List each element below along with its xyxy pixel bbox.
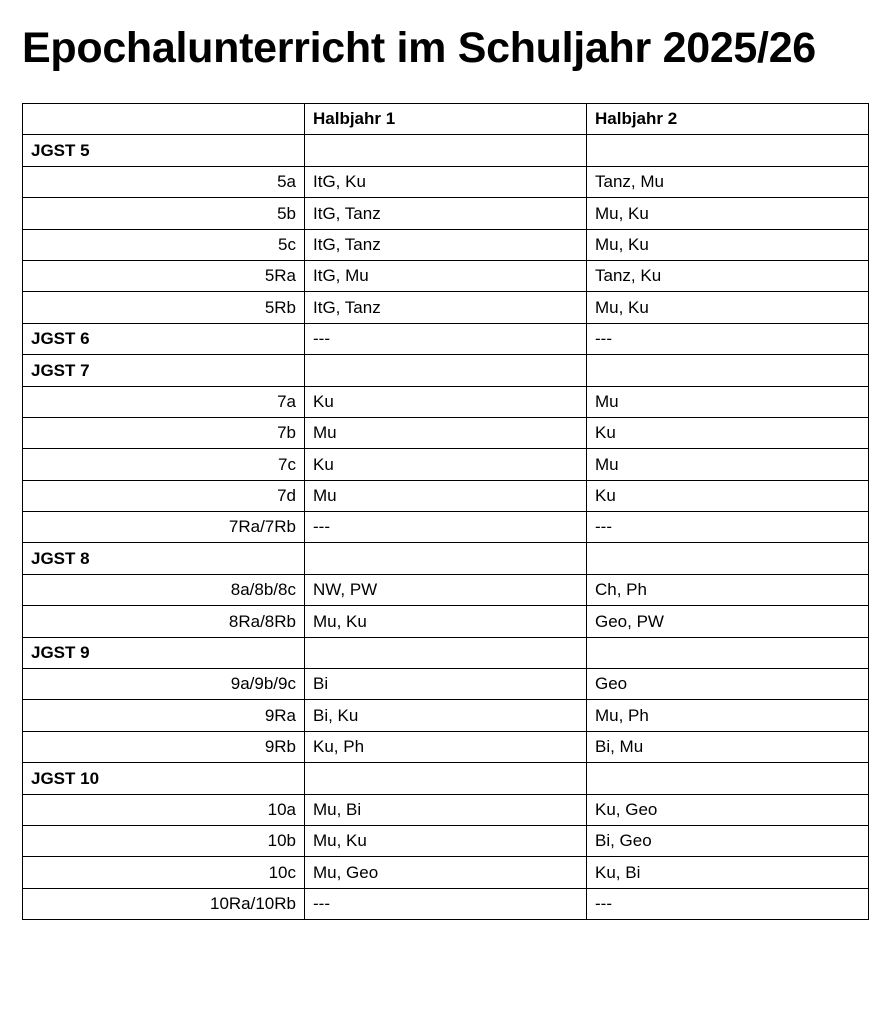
halbjahr-2-cell bbox=[587, 763, 869, 794]
halbjahr-2-cell: Tanz, Ku bbox=[587, 260, 869, 291]
table-row bbox=[23, 480, 869, 511]
group-row bbox=[23, 135, 869, 166]
halbjahr-2-cell: Ch, Ph bbox=[587, 574, 869, 605]
table-row bbox=[23, 731, 869, 762]
halbjahr-1-cell: Ku bbox=[305, 449, 587, 480]
table-row bbox=[23, 229, 869, 260]
halbjahr-2-cell: Mu, Ku bbox=[587, 292, 869, 323]
halbjahr-2-cell: Mu, Ph bbox=[587, 700, 869, 731]
halbjahr-2-cell: Geo bbox=[587, 669, 869, 700]
class-label: 7Ra/7Rb bbox=[23, 512, 305, 543]
halbjahr-2-cell: Bi, Geo bbox=[587, 825, 869, 856]
class-label: 7c bbox=[23, 449, 305, 480]
grade-label: JGST 8 bbox=[23, 543, 305, 574]
class-label: 10Ra/10Rb bbox=[23, 888, 305, 919]
halbjahr-1-cell bbox=[305, 135, 587, 166]
table-row bbox=[23, 292, 869, 323]
halbjahr-2-cell bbox=[587, 637, 869, 668]
class-label: 10c bbox=[23, 857, 305, 888]
class-label: 5Rb bbox=[23, 292, 305, 323]
grade-label: JGST 5 bbox=[23, 135, 305, 166]
class-label: 5c bbox=[23, 229, 305, 260]
table-row bbox=[23, 386, 869, 417]
halbjahr-1-cell: ItG, Tanz bbox=[305, 292, 587, 323]
halbjahr-1-cell: Mu, Geo bbox=[305, 857, 587, 888]
table-row bbox=[23, 260, 869, 291]
halbjahr-2-cell: Mu bbox=[587, 449, 869, 480]
halbjahr-1-cell: ItG, Tanz bbox=[305, 229, 587, 260]
halbjahr-2-cell bbox=[587, 543, 869, 574]
class-label: 9Ra bbox=[23, 700, 305, 731]
halbjahr-2-cell: Tanz, Mu bbox=[587, 166, 869, 197]
table-row bbox=[23, 166, 869, 197]
header-row bbox=[23, 104, 869, 135]
grade-label: JGST 7 bbox=[23, 355, 305, 386]
halbjahr-1-cell: --- bbox=[305, 512, 587, 543]
class-label: 9Rb bbox=[23, 731, 305, 762]
halbjahr-1-cell bbox=[305, 355, 587, 386]
table-row bbox=[23, 449, 869, 480]
halbjahr-1-cell: Mu, Ku bbox=[305, 606, 587, 637]
page-title: Epochalunterricht im Schuljahr 2025/26 bbox=[22, 24, 816, 72]
class-label: 7b bbox=[23, 417, 305, 448]
class-label: 8a/8b/8c bbox=[23, 574, 305, 605]
grade-label: JGST 9 bbox=[23, 637, 305, 668]
halbjahr-2-cell: --- bbox=[587, 323, 869, 354]
table-row bbox=[23, 606, 869, 637]
header-halbjahr-2: Halbjahr 2 bbox=[587, 104, 869, 135]
halbjahr-1-cell: Mu, Bi bbox=[305, 794, 587, 825]
halbjahr-2-cell: Ku bbox=[587, 417, 869, 448]
class-label: 5b bbox=[23, 198, 305, 229]
class-label: 10b bbox=[23, 825, 305, 856]
class-label: 7a bbox=[23, 386, 305, 417]
class-label: 10a bbox=[23, 794, 305, 825]
group-row bbox=[23, 323, 869, 354]
halbjahr-1-cell bbox=[305, 763, 587, 794]
table-row bbox=[23, 417, 869, 448]
schedule-table bbox=[22, 103, 869, 920]
table-row bbox=[23, 700, 869, 731]
halbjahr-2-cell: Ku, Bi bbox=[587, 857, 869, 888]
halbjahr-2-cell: Mu bbox=[587, 386, 869, 417]
class-label: 5Ra bbox=[23, 260, 305, 291]
table-body bbox=[23, 135, 869, 920]
halbjahr-2-cell: --- bbox=[587, 888, 869, 919]
group-row bbox=[23, 637, 869, 668]
halbjahr-1-cell: NW, PW bbox=[305, 574, 587, 605]
halbjahr-2-cell: Geo, PW bbox=[587, 606, 869, 637]
class-label: 7d bbox=[23, 480, 305, 511]
halbjahr-1-cell: Mu, Ku bbox=[305, 825, 587, 856]
table-row bbox=[23, 198, 869, 229]
halbjahr-1-cell bbox=[305, 637, 587, 668]
group-row bbox=[23, 763, 869, 794]
halbjahr-1-cell: Bi bbox=[305, 669, 587, 700]
halbjahr-2-cell: Mu, Ku bbox=[587, 229, 869, 260]
halbjahr-1-cell: Mu bbox=[305, 417, 587, 448]
halbjahr-2-cell: --- bbox=[587, 512, 869, 543]
halbjahr-1-cell: Mu bbox=[305, 480, 587, 511]
table-row bbox=[23, 857, 869, 888]
halbjahr-2-cell bbox=[587, 355, 869, 386]
halbjahr-1-cell: Bi, Ku bbox=[305, 700, 587, 731]
grade-label: JGST 10 bbox=[23, 763, 305, 794]
group-row bbox=[23, 355, 869, 386]
halbjahr-1-cell: Ku bbox=[305, 386, 587, 417]
table-header bbox=[23, 104, 869, 135]
class-label: 8Ra/8Rb bbox=[23, 606, 305, 637]
table-row bbox=[23, 794, 869, 825]
halbjahr-2-cell: Ku bbox=[587, 480, 869, 511]
halbjahr-2-cell: Mu, Ku bbox=[587, 198, 869, 229]
table-row bbox=[23, 512, 869, 543]
table-row bbox=[23, 825, 869, 856]
group-row bbox=[23, 543, 869, 574]
header-class-column bbox=[23, 104, 305, 135]
halbjahr-1-cell: --- bbox=[305, 323, 587, 354]
grade-label: JGST 6 bbox=[23, 323, 305, 354]
halbjahr-1-cell: --- bbox=[305, 888, 587, 919]
halbjahr-1-cell: ItG, Mu bbox=[305, 260, 587, 291]
table-row bbox=[23, 669, 869, 700]
header-halbjahr-1: Halbjahr 1 bbox=[305, 104, 587, 135]
halbjahr-1-cell: Ku, Ph bbox=[305, 731, 587, 762]
halbjahr-2-cell bbox=[587, 135, 869, 166]
halbjahr-1-cell: ItG, Tanz bbox=[305, 198, 587, 229]
table-row bbox=[23, 888, 869, 919]
class-label: 5a bbox=[23, 166, 305, 197]
halbjahr-1-cell: ItG, Ku bbox=[305, 166, 587, 197]
class-label: 9a/9b/9c bbox=[23, 669, 305, 700]
halbjahr-1-cell bbox=[305, 543, 587, 574]
table-row bbox=[23, 574, 869, 605]
halbjahr-2-cell: Bi, Mu bbox=[587, 731, 869, 762]
halbjahr-2-cell: Ku, Geo bbox=[587, 794, 869, 825]
